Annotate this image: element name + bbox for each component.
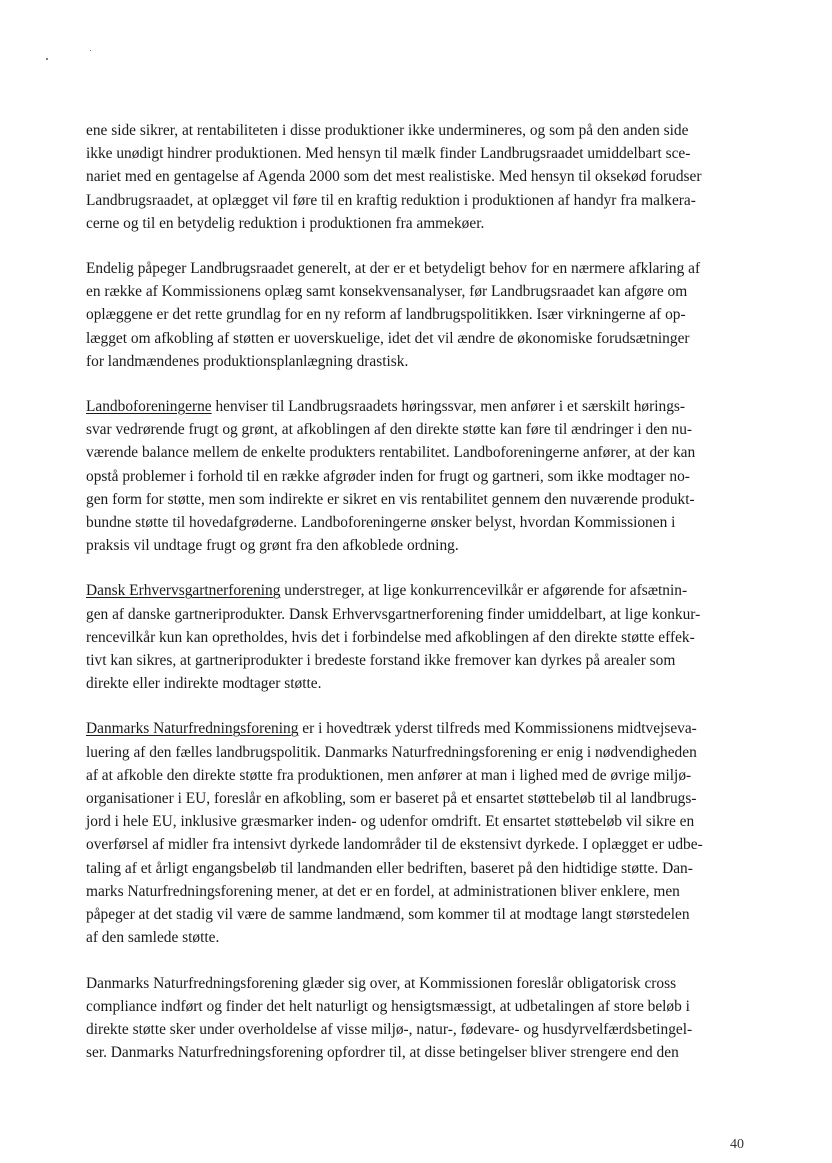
text-line: gen form for støtte, men som indirekte er sikret en vis rentabilitet gennem den nuværende produkt- [86,490,695,508]
text-line: praksis vil undtage frugt og grønt fra den afkoblede ordning. [86,537,459,555]
text-line: ser. Danmarks Naturfredningsforening opfordrer til, at disse betingelser bliver strengere end den [86,1044,679,1062]
paragraph-cross-compliance [86,972,756,1065]
text-line: ikke unødigt hindrer produktionen. Med hensyn til mælk finder Landbrugsraadet umiddelbart sce- [86,145,691,163]
organization-name: Landboforeningerne [86,398,212,416]
text-line: Landbrugsraadet, at oplægget vil føre til en kraftig reduktion i produktionen af handyr fra malkera- [86,191,696,209]
text-line-rest: henviser til Landbrugsraadets høringssvar, men anfører i et særskilt hørings- [211,398,686,416]
text-line: gen af danske gartneriprodukter. Dansk Erhvervsgartnerforening finder umiddelbart, at lige konkur- [86,605,701,623]
text-line: ene side sikrer, at rentabiliteten i disse produktioner ikke undermineres, og som på den anden side [86,122,689,139]
paragraph-dansk-erhvervsgartnerforening [86,579,756,695]
text-line: overførsel af midler fra intensivt dyrkede landområder til de ekstensivt dyrkede. I oplægget er udbe- [86,836,703,854]
text-line: Danmarks Naturfredningsforening glæder sig over, at Kommissionen foreslår obligatorisk cross [86,974,677,992]
text-line-rest: er i hovedtræk yderst tilfreds med Kommissionens midtvejseva- [298,720,697,738]
paragraph-landbrugsraadet-production [86,119,756,235]
text-line: jord i hele EU, inklusive græsmarker inden- og udenfor omdrift. Et ensartet støttebeløb vil sikre en [86,813,695,831]
paragraph-landboforeningerne [86,395,756,557]
text-line: cerne og til en betydelig reduktion i produktionen fra ammekøer. [86,214,485,232]
text-line: marks Naturfredningsforening mener, at det er en fordel, at administrationen bliver enklere, men [86,882,680,900]
text-line: lægget om afkobling af støtten er uoverskuelige, idet det vil ændre de økonomiske forudsætninger [86,329,690,347]
organization-name: Danmarks Naturfredningsforening [86,720,299,738]
text-line: påpeger at det stadig vil være de samme landmænd, som kommer til at modtage langt størstedelen [86,906,690,924]
text-line: for landmændenes produktionsplanlægning drastisk. [86,352,409,370]
scan-speck [90,50,91,51]
scan-speck [46,58,48,60]
text-line: Endelig påpeger Landbrugsraadet generelt, at der er et betydeligt behov for en nærmere afklaring af [86,260,701,278]
text-line: rencevilkår kun kan opretholdes, hvis det i forbindelse med afkoblingen af den direkte støtte effek- [86,628,695,646]
text-line: taling af et årligt engangsbeløb til landmanden eller bedriften, baseret på den hidtidige støtte. Dan- [86,859,693,877]
text-line: organisationer i EU, foreslår en afkobling, som er baseret på et ensartet støttebeløb til al landbrugs- [86,790,697,808]
text-line: bundne støtte til hovedafgrøderne. Landboforeningerne ønsker belyst, hvordan Kommissionen i [86,514,676,532]
text-line: af at afkoble den direkte støtte fra produktionen, men anfører at man i lighed med de øvrige miljø- [86,766,692,784]
organization-name: Dansk Erhvervsgartnerforening [86,582,281,600]
paragraph-danmarks-naturfredningsforening [86,717,756,949]
text-line: svar vedrørende frugt og grønt, at afkoblingen af den direkte støtte kan føre til ændringer i den nu- [86,421,693,439]
text-line [86,395,756,418]
text-line: af den samlede støtte. [86,929,220,947]
text-line: tivt kan sikres, at gartneriprodukter i bredeste forstand ikke fremover kan dyrkes på arealer som [86,652,676,670]
page-number: 40 [730,1137,744,1152]
text-line: oplæggene er det rette grundlag for en ny reform af landbrugspolitikken. Især virkningerne af op- [86,306,686,324]
text-line: værende balance mellem de enkelte produkters rentabilitet. Landboforeningerne anfører, at der kan [86,444,696,462]
body-text [86,119,756,1064]
paragraph-landbrugsraadet-clarification [86,257,756,373]
text-line: nariet med en gentagelse af Agenda 2000 som det mest realistiske. Med hensyn til oksekød forudser [86,168,702,186]
text-line [86,717,756,740]
text-line [86,579,756,602]
text-line: direkte eller indirekte modtager støtte. [86,675,322,693]
text-line: direkte støtte sker under overholdelse af visse miljø-, natur-, fødevare- og husdyrvelfærdsbetingel- [86,1020,693,1038]
text-line: luering af den fælles landbrugspolitik. Danmarks Naturfredningsforening er enig i nødvendigheden [86,743,697,761]
text-line-rest: understreger, at lige konkurrencevilkår er afgørende for afsætnin- [280,582,688,600]
text-line: en række af Kommissionens oplæg samt konsekvensanalyser, før Landbrugsraadet kan afgøre om [86,283,688,301]
text-line: opstå problemer i forhold til en række afgrøder inden for frugt og gartneri, som ikke modtager no- [86,467,690,485]
text-line: compliance indført og finder det helt naturligt og hensigtsmæssigt, at udbetalingen af store beløb i [86,997,690,1015]
